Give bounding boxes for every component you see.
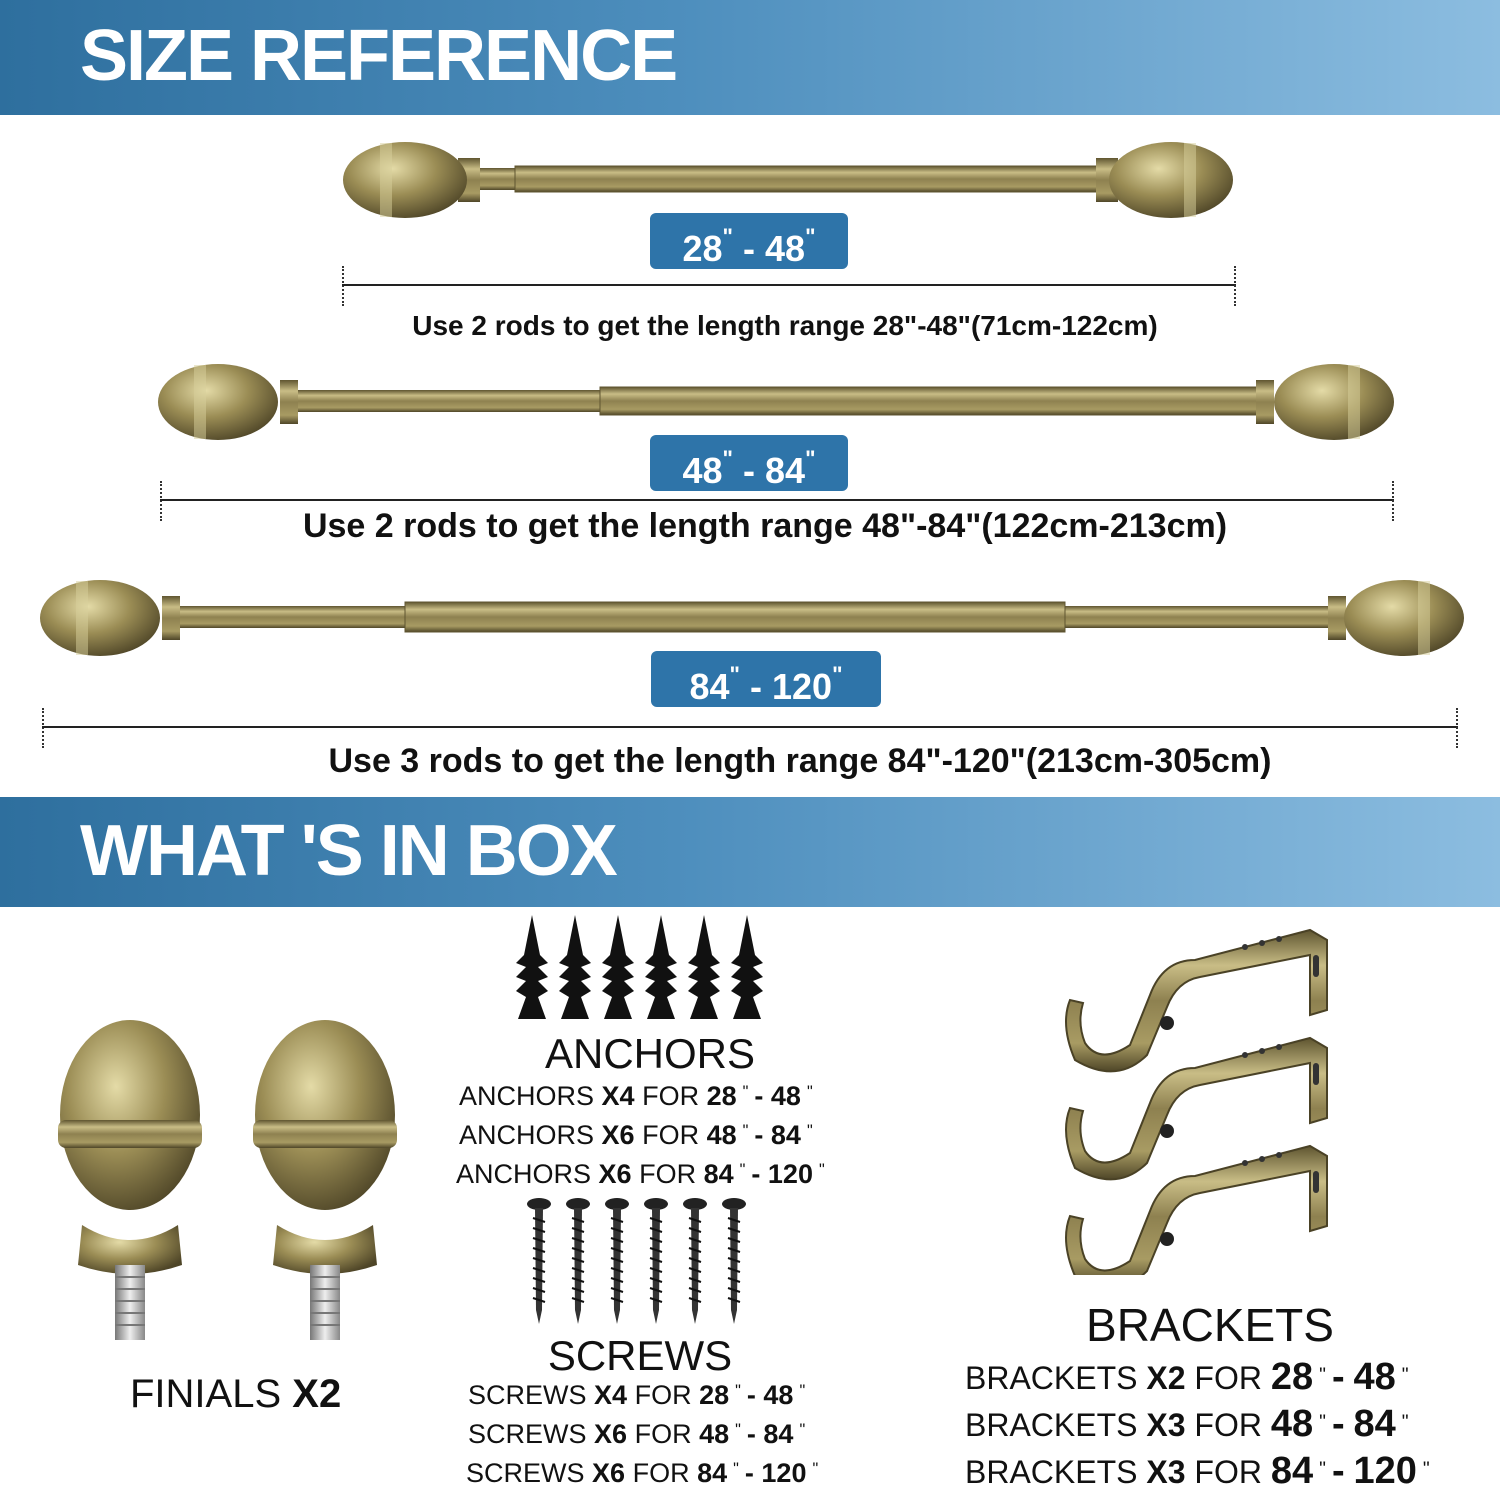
range-badge-84-120	[651, 651, 881, 707]
inch-mark: "	[818, 1161, 825, 1179]
spec-for: FOR	[634, 1380, 692, 1410]
range-to: 48	[765, 228, 806, 269]
size-reference-heading: SIZE REFERENCE	[80, 16, 677, 96]
inch-mark: "	[805, 446, 816, 471]
inch-mark: "	[722, 224, 733, 249]
spec-from: 84	[703, 1159, 734, 1189]
spec-dash: -	[751, 1159, 761, 1189]
inch-mark: "	[742, 1122, 749, 1140]
spec-from: 48	[699, 1419, 730, 1449]
brackets-line-2	[965, 1403, 1415, 1446]
inch-mark: "	[735, 1421, 741, 1439]
inch-mark: "	[805, 224, 816, 249]
spec-to: 48	[1353, 1356, 1396, 1398]
anchors-line-3	[456, 1159, 831, 1190]
finials-qty: X2	[292, 1372, 342, 1416]
inch-mark: "	[1319, 1412, 1326, 1433]
rod-caption-28-48: Use 2 rods to get the length range 28"-48"(71cm-122cm)	[412, 310, 1158, 341]
measure-line-48-84	[160, 481, 1394, 503]
spec-name: ANCHORS	[456, 1159, 592, 1189]
spec-for: FOR	[642, 1120, 700, 1150]
range-dash: -	[743, 450, 755, 491]
range-badge-28-48	[650, 213, 848, 269]
inch-mark: "	[799, 1382, 806, 1400]
size-reference-banner	[0, 0, 1500, 115]
finials-name: FINIALS	[130, 1372, 282, 1416]
range-dash: -	[749, 666, 762, 707]
spec-qty: X2	[1146, 1360, 1186, 1396]
screws-line-1	[468, 1380, 811, 1411]
spec-for: FOR	[1194, 1360, 1262, 1396]
spec-to: 84	[763, 1419, 794, 1449]
range-from: 84	[689, 666, 730, 707]
spec-from: 28	[699, 1380, 730, 1410]
spec-for: FOR	[1194, 1454, 1262, 1490]
spec-qty: X3	[1146, 1407, 1186, 1443]
rod-caption-48-84: Use 2 rods to get the length range 48"-84"(122cm-213cm)	[302, 507, 1228, 545]
spec-qty: X6	[598, 1159, 632, 1189]
spec-qty: X6	[601, 1120, 635, 1150]
brackets-line-1	[965, 1356, 1415, 1399]
spec-dash: -	[744, 1458, 754, 1488]
anchors-title: ANCHORS	[544, 1030, 756, 1077]
screws-line-3	[466, 1458, 824, 1489]
spec-dash: -	[746, 1380, 756, 1410]
range-dash: -	[743, 228, 755, 269]
spec-from: 28	[1270, 1356, 1314, 1398]
spec-name: ANCHORS	[459, 1120, 595, 1150]
anchors-image	[512, 915, 772, 1025]
spec-for: FOR	[632, 1458, 690, 1488]
range-to: 84	[765, 450, 806, 491]
spec-qty: X4	[594, 1380, 628, 1410]
inch-mark: "	[739, 1161, 746, 1179]
brackets-title: BRACKETS	[1086, 1299, 1334, 1351]
curtain-rod-48-84	[158, 360, 1394, 444]
spec-name: SCREWS	[466, 1458, 585, 1488]
spec-for: FOR	[642, 1081, 700, 1111]
inch-mark: "	[1422, 1459, 1430, 1480]
inch-mark: "	[733, 1460, 739, 1478]
range-from: 48	[682, 450, 723, 491]
curtain-rod-28-48	[340, 138, 1236, 222]
spec-from: 28	[706, 1081, 737, 1111]
spec-dash: -	[1331, 1403, 1345, 1445]
spec-to: 120	[767, 1159, 813, 1189]
spec-name: BRACKETS	[965, 1454, 1138, 1490]
spec-qty: X6	[594, 1419, 628, 1449]
screws-line-2	[468, 1419, 811, 1450]
spec-to: 48	[770, 1081, 801, 1111]
inch-mark: "	[806, 1122, 813, 1140]
spec-for: FOR	[1194, 1407, 1262, 1443]
inch-mark: "	[735, 1382, 741, 1400]
spec-to: 84	[770, 1120, 801, 1150]
finials-label	[130, 1372, 341, 1417]
spec-dash: -	[754, 1081, 764, 1111]
spec-from: 48	[1270, 1403, 1314, 1445]
spec-for: FOR	[634, 1419, 692, 1449]
screws-image	[525, 1198, 755, 1328]
spec-to: 48	[763, 1380, 794, 1410]
inch-mark: "	[1401, 1412, 1409, 1433]
curtain-rod-84-120	[40, 576, 1464, 660]
spec-dash: -	[1331, 1356, 1345, 1398]
spec-name: ANCHORS	[459, 1081, 595, 1111]
inch-mark: "	[742, 1083, 749, 1101]
rod-caption-84-120: Use 3 rods to get the length range 84"-120"(213cm-305cm)	[328, 742, 1272, 780]
inch-mark: "	[812, 1460, 819, 1478]
inch-mark: "	[799, 1421, 806, 1439]
spec-dash: -	[754, 1120, 764, 1150]
measure-line-28-48	[342, 266, 1236, 288]
inch-mark: "	[1319, 1365, 1326, 1386]
spec-name: SCREWS	[468, 1419, 587, 1449]
spec-to: 120	[761, 1458, 807, 1488]
screws-title: SCREWS	[547, 1332, 733, 1379]
finials-image	[50, 1015, 410, 1345]
spec-qty: X3	[1146, 1454, 1186, 1490]
brackets-image	[1055, 915, 1340, 1275]
spec-qty: X4	[601, 1081, 635, 1111]
spec-to: 120	[1353, 1450, 1417, 1492]
spec-to: 84	[1353, 1403, 1396, 1445]
spec-from: 48	[706, 1120, 737, 1150]
spec-name: SCREWS	[468, 1380, 587, 1410]
whats-in-box-heading: WHAT 'S IN BOX	[80, 811, 616, 891]
spec-from: 84	[697, 1458, 728, 1488]
inch-mark: "	[1319, 1459, 1326, 1480]
spec-qty: X6	[592, 1458, 626, 1488]
anchors-line-1	[459, 1081, 819, 1112]
inch-mark: "	[832, 662, 843, 687]
inch-mark: "	[1401, 1365, 1409, 1386]
spec-dash: -	[1331, 1450, 1345, 1492]
spec-name: BRACKETS	[965, 1407, 1138, 1443]
spec-dash: -	[746, 1419, 756, 1449]
inch-mark: "	[729, 662, 740, 687]
whats-in-box-banner	[0, 797, 1500, 907]
spec-for: FOR	[639, 1159, 697, 1189]
anchors-line-2	[459, 1120, 819, 1151]
inch-mark: "	[722, 446, 733, 471]
inch-mark: "	[806, 1083, 813, 1101]
spec-from: 84	[1270, 1450, 1314, 1492]
range-to: 120	[772, 666, 833, 707]
spec-name: BRACKETS	[965, 1360, 1138, 1396]
measure-line-84-120	[42, 708, 1458, 730]
range-from: 28	[682, 228, 723, 269]
